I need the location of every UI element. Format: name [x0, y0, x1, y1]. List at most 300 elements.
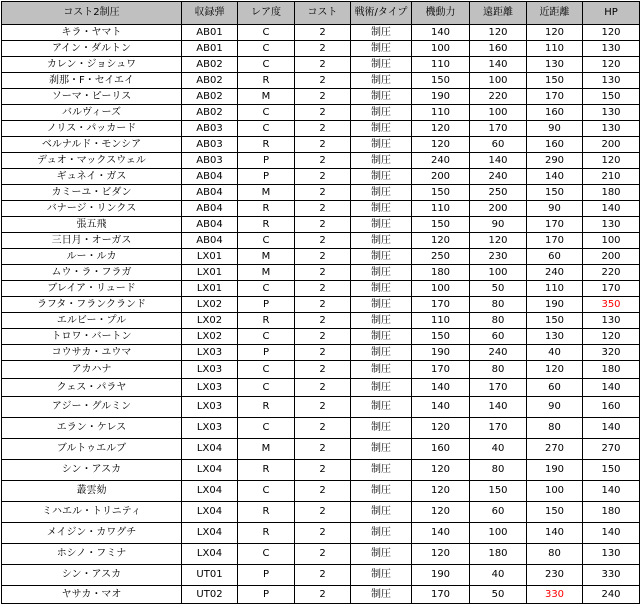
cell-ranged: 120: [470, 25, 527, 41]
cell-tactic: 制圧: [351, 544, 412, 565]
cell-hp: 200: [583, 137, 640, 153]
cell-rarity: C: [238, 105, 295, 121]
cell-set: LX04: [182, 544, 238, 565]
cell-ranged: 80: [470, 361, 527, 379]
header-ranged: 遠距離: [470, 2, 527, 25]
cell-tactic: 制圧: [351, 361, 412, 379]
cell-melee: 150: [527, 502, 583, 523]
cell-ranged: 200: [470, 201, 527, 217]
cell-set: LX03: [182, 397, 238, 418]
cell-name: ブレイア・リュード: [2, 281, 182, 297]
table-row: [2, 121, 640, 137]
cell-set: LX04: [182, 460, 238, 481]
cell-cost: 2: [295, 565, 351, 586]
cell-ranged: 240: [470, 169, 527, 185]
cell-name: エラン・ケレス: [2, 418, 182, 439]
header-cost: コスト: [295, 2, 351, 25]
cell-hp: 220: [583, 265, 640, 281]
cell-hp: 330: [583, 565, 640, 586]
cell-rarity: P: [238, 586, 295, 604]
cell-cost: 2: [295, 265, 351, 281]
cell-hp: 120: [583, 57, 640, 73]
cell-hp: 120: [583, 153, 640, 169]
header-row: [2, 2, 640, 25]
cell-cost: 2: [295, 544, 351, 565]
cell-tactic: 制圧: [351, 565, 412, 586]
cell-rarity: R: [238, 137, 295, 153]
table-row: [2, 153, 640, 169]
cell-cost: 2: [295, 217, 351, 233]
table-row: [2, 249, 640, 265]
cell-ranged: 100: [470, 105, 527, 121]
cell-tactic: 制圧: [351, 313, 412, 329]
cell-melee: 90: [527, 397, 583, 418]
cell-tactic: 制圧: [351, 89, 412, 105]
cell-hp: 130: [583, 41, 640, 57]
table-row: [2, 397, 640, 418]
cell-tactic: 制圧: [351, 379, 412, 397]
cell-melee: 140: [527, 523, 583, 544]
cell-rarity: R: [238, 460, 295, 481]
cell-rarity: R: [238, 73, 295, 89]
cell-ranged: 40: [470, 439, 527, 460]
cell-tactic: 制圧: [351, 460, 412, 481]
cell-mobility: 140: [412, 379, 470, 397]
cell-set: LX01: [182, 281, 238, 297]
cell-rarity: C: [238, 121, 295, 137]
unit-table: [1, 1, 640, 604]
table-row: [2, 523, 640, 544]
cell-mobility: 120: [412, 460, 470, 481]
header-rarity: レア度: [238, 2, 295, 25]
cell-mobility: 170: [412, 586, 470, 604]
cell-rarity: C: [238, 25, 295, 41]
cell-hp: 100: [583, 233, 640, 249]
cell-name: アジー・グルミン: [2, 397, 182, 418]
cell-set: LX02: [182, 297, 238, 313]
table-row: [2, 544, 640, 565]
table-row: [2, 481, 640, 502]
cell-set: AB03: [182, 137, 238, 153]
cell-tactic: 制圧: [351, 523, 412, 544]
cell-name: クェス・パラヤ: [2, 379, 182, 397]
cell-name: ノリス・パッカード: [2, 121, 182, 137]
cell-ranged: 50: [470, 281, 527, 297]
cell-rarity: C: [238, 233, 295, 249]
cell-set: AB04: [182, 169, 238, 185]
cell-name: カレン・ジョシュワ: [2, 57, 182, 73]
cell-melee: 160: [527, 137, 583, 153]
cell-mobility: 150: [412, 73, 470, 89]
cell-hp: 270: [583, 439, 640, 460]
table-row: [2, 89, 640, 105]
cell-tactic: 制圧: [351, 281, 412, 297]
cell-melee: 150: [527, 73, 583, 89]
cell-mobility: 150: [412, 185, 470, 201]
cell-rarity: M: [238, 249, 295, 265]
cell-ranged: 100: [470, 265, 527, 281]
cell-mobility: 140: [412, 523, 470, 544]
cell-ranged: 100: [470, 523, 527, 544]
cell-tactic: 制圧: [351, 57, 412, 73]
cell-melee: 190: [527, 460, 583, 481]
header-mobility: 機動力: [412, 2, 470, 25]
cell-ranged: 250: [470, 185, 527, 201]
cell-hp: 140: [583, 523, 640, 544]
cell-tactic: 制圧: [351, 41, 412, 57]
cell-rarity: R: [238, 502, 295, 523]
cell-hp: 160: [583, 397, 640, 418]
cell-name: バナージ・リンクス: [2, 201, 182, 217]
cell-tactic: 制圧: [351, 297, 412, 313]
table-row: [2, 57, 640, 73]
cell-tactic: 制圧: [351, 137, 412, 153]
cell-mobility: 120: [412, 121, 470, 137]
cell-hp: 180: [583, 185, 640, 201]
cell-hp: 150: [583, 89, 640, 105]
cell-cost: 2: [295, 397, 351, 418]
cell-tactic: 制圧: [351, 169, 412, 185]
cell-set: LX03: [182, 379, 238, 397]
cell-hp: 140: [583, 201, 640, 217]
cell-mobility: 170: [412, 361, 470, 379]
cell-set: LX02: [182, 329, 238, 345]
cell-set: UT01: [182, 565, 238, 586]
cell-set: UT02: [182, 586, 238, 604]
cell-set: AB03: [182, 121, 238, 137]
cell-name: シン・アスカ: [2, 460, 182, 481]
cell-cost: 2: [295, 89, 351, 105]
cell-cost: 2: [295, 233, 351, 249]
cell-mobility: 120: [412, 544, 470, 565]
cell-cost: 2: [295, 41, 351, 57]
cell-hp: 130: [583, 217, 640, 233]
cell-rarity: P: [238, 297, 295, 313]
cell-name: デュオ・マックスウェル: [2, 153, 182, 169]
cell-melee: 60: [527, 249, 583, 265]
cell-ranged: 40: [470, 565, 527, 586]
table-row: [2, 217, 640, 233]
cell-cost: 2: [295, 201, 351, 217]
table-row: [2, 73, 640, 89]
cell-melee: 230: [527, 565, 583, 586]
cell-ranged: 230: [470, 249, 527, 265]
cell-hp: 180: [583, 502, 640, 523]
cell-name: ベルナルド・モンシア: [2, 137, 182, 153]
cell-name: ムウ・ラ・フラガ: [2, 265, 182, 281]
cell-melee: 90: [527, 201, 583, 217]
cell-name: シン・アスカ: [2, 565, 182, 586]
cell-name: アイン・ダルトン: [2, 41, 182, 57]
cell-rarity: R: [238, 217, 295, 233]
cell-rarity: C: [238, 379, 295, 397]
cell-mobility: 140: [412, 25, 470, 41]
cell-ranged: 170: [470, 418, 527, 439]
table-row: [2, 379, 640, 397]
cell-cost: 2: [295, 361, 351, 379]
cell-cost: 2: [295, 153, 351, 169]
cell-ranged: 60: [470, 502, 527, 523]
header-tactic: 戦術/タイプ: [351, 2, 412, 25]
header-melee: 近距離: [527, 2, 583, 25]
cell-set: LX03: [182, 361, 238, 379]
cell-tactic: 制圧: [351, 439, 412, 460]
cell-hp: 320: [583, 345, 640, 361]
cell-name: ヤサカ・マオ: [2, 586, 182, 604]
cell-hp: 210: [583, 169, 640, 185]
cell-melee: 40: [527, 345, 583, 361]
cell-mobility: 110: [412, 105, 470, 121]
cell-melee: 270: [527, 439, 583, 460]
table-row: [2, 586, 640, 604]
cell-set: AB02: [182, 73, 238, 89]
cell-rarity: C: [238, 418, 295, 439]
cell-ranged: 180: [470, 544, 527, 565]
cell-set: AB03: [182, 153, 238, 169]
cell-melee: 110: [527, 281, 583, 297]
cell-ranged: 170: [470, 121, 527, 137]
cell-melee: 80: [527, 418, 583, 439]
cell-melee: 240: [527, 265, 583, 281]
cell-set: LX02: [182, 313, 238, 329]
cell-name: エルビー・プル: [2, 313, 182, 329]
cell-hp: 240: [583, 586, 640, 604]
cell-melee: 290: [527, 153, 583, 169]
cell-name: ブルトゥエルブ: [2, 439, 182, 460]
cell-set: LX03: [182, 345, 238, 361]
table-row: [2, 25, 640, 41]
table-row: [2, 329, 640, 345]
cell-hp: 120: [583, 25, 640, 41]
cell-rarity: C: [238, 41, 295, 57]
cell-mobility: 160: [412, 439, 470, 460]
cell-melee: 130: [527, 57, 583, 73]
cell-name: ミハエル・トリニティ: [2, 502, 182, 523]
cell-rarity: C: [238, 57, 295, 73]
cell-rarity: C: [238, 329, 295, 345]
table-row: [2, 201, 640, 217]
cell-tactic: 制圧: [351, 233, 412, 249]
cell-rarity: P: [238, 153, 295, 169]
cell-set: AB01: [182, 41, 238, 57]
cell-name: カミーユ・ビダン: [2, 185, 182, 201]
table-row: [2, 169, 640, 185]
cell-tactic: 制圧: [351, 586, 412, 604]
cell-melee: 130: [527, 329, 583, 345]
cell-mobility: 110: [412, 57, 470, 73]
cell-hp: 130: [583, 73, 640, 89]
cell-tactic: 制圧: [351, 249, 412, 265]
cell-rarity: R: [238, 397, 295, 418]
cell-mobility: 190: [412, 565, 470, 586]
cell-ranged: 80: [470, 297, 527, 313]
table-row: [2, 105, 640, 121]
cell-name: 三日月・オーガス: [2, 233, 182, 249]
cell-cost: 2: [295, 297, 351, 313]
cell-tactic: 制圧: [351, 265, 412, 281]
cell-name: トロワ・バートン: [2, 329, 182, 345]
cell-melee: 190: [527, 297, 583, 313]
cell-ranged: 170: [470, 379, 527, 397]
cell-rarity: C: [238, 361, 295, 379]
cell-set: AB02: [182, 57, 238, 73]
cell-ranged: 90: [470, 217, 527, 233]
cell-name: 叢雲劾: [2, 481, 182, 502]
cell-melee: 170: [527, 217, 583, 233]
cell-mobility: 120: [412, 418, 470, 439]
cell-set: AB04: [182, 233, 238, 249]
cell-cost: 2: [295, 345, 351, 361]
cell-name: 張五飛: [2, 217, 182, 233]
cell-cost: 2: [295, 137, 351, 153]
cell-ranged: 120: [470, 233, 527, 249]
cell-name: キラ・ヤマト: [2, 25, 182, 41]
cell-name: ラフタ・フランクランド: [2, 297, 182, 313]
cell-ranged: 160: [470, 41, 527, 57]
cell-mobility: 150: [412, 217, 470, 233]
table-row: [2, 265, 640, 281]
cell-melee: 110: [527, 41, 583, 57]
cell-set: AB02: [182, 105, 238, 121]
cell-mobility: 170: [412, 297, 470, 313]
cell-melee: 140: [527, 169, 583, 185]
cell-mobility: 110: [412, 313, 470, 329]
cell-cost: 2: [295, 73, 351, 89]
table-row: [2, 502, 640, 523]
cell-mobility: 150: [412, 329, 470, 345]
header-hp: HP: [583, 2, 640, 25]
table-row: [2, 460, 640, 481]
cell-mobility: 100: [412, 41, 470, 57]
cell-set: LX04: [182, 523, 238, 544]
cell-melee: 60: [527, 379, 583, 397]
cell-mobility: 190: [412, 89, 470, 105]
cell-mobility: 180: [412, 265, 470, 281]
cell-cost: 2: [295, 185, 351, 201]
cell-set: AB04: [182, 217, 238, 233]
cell-tactic: 制圧: [351, 502, 412, 523]
cell-hp: 200: [583, 249, 640, 265]
cell-cost: 2: [295, 379, 351, 397]
cell-rarity: P: [238, 565, 295, 586]
cell-name: 刹那・F・セイエイ: [2, 73, 182, 89]
header-name: コスト2制圧: [2, 2, 182, 25]
table-row: [2, 565, 640, 586]
cell-cost: 2: [295, 329, 351, 345]
cell-cost: 2: [295, 586, 351, 604]
cell-ranged: 150: [470, 481, 527, 502]
cell-ranged: 80: [470, 313, 527, 329]
cell-mobility: 120: [412, 502, 470, 523]
cell-tactic: 制圧: [351, 345, 412, 361]
cell-tactic: 制圧: [351, 121, 412, 137]
cell-tactic: 制圧: [351, 153, 412, 169]
cell-ranged: 50: [470, 586, 527, 604]
cell-cost: 2: [295, 249, 351, 265]
cell-cost: 2: [295, 281, 351, 297]
cell-mobility: 250: [412, 249, 470, 265]
cell-tactic: 制圧: [351, 481, 412, 502]
cell-cost: 2: [295, 57, 351, 73]
cell-name: コウサカ・ユウマ: [2, 345, 182, 361]
cell-rarity: C: [238, 481, 295, 502]
cell-melee: 150: [527, 313, 583, 329]
cell-cost: 2: [295, 523, 351, 544]
cell-mobility: 200: [412, 169, 470, 185]
cell-mobility: 110: [412, 201, 470, 217]
cell-name: ギュネイ・ガス: [2, 169, 182, 185]
cell-tactic: 制圧: [351, 25, 412, 41]
cell-tactic: 制圧: [351, 329, 412, 345]
table-row: [2, 361, 640, 379]
cell-rarity: M: [238, 89, 295, 105]
cell-hp: 120: [583, 329, 640, 345]
cell-set: LX03: [182, 418, 238, 439]
cell-name: ソーマ・ピーリス: [2, 89, 182, 105]
cell-ranged: 220: [470, 89, 527, 105]
cell-ranged: 140: [470, 57, 527, 73]
cell-set: LX04: [182, 481, 238, 502]
cell-tactic: 制圧: [351, 73, 412, 89]
cell-ranged: 60: [470, 329, 527, 345]
cell-rarity: C: [238, 281, 295, 297]
cell-name: アカハナ: [2, 361, 182, 379]
cell-rarity: M: [238, 185, 295, 201]
cell-hp: 150: [583, 460, 640, 481]
table-row: [2, 345, 640, 361]
cell-melee: 100: [527, 481, 583, 502]
cell-rarity: P: [238, 169, 295, 185]
cell-hp: 130: [583, 313, 640, 329]
cell-melee: 120: [527, 25, 583, 41]
cell-mobility: 190: [412, 345, 470, 361]
cell-cost: 2: [295, 439, 351, 460]
cell-ranged: 240: [470, 345, 527, 361]
cell-hp: 140: [583, 481, 640, 502]
table-body: [2, 25, 640, 604]
table-row: [2, 418, 640, 439]
cell-rarity: P: [238, 345, 295, 361]
cell-cost: 2: [295, 105, 351, 121]
table-row: [2, 41, 640, 57]
cell-set: LX04: [182, 439, 238, 460]
table-row: [2, 439, 640, 460]
cell-melee: 150: [527, 185, 583, 201]
cell-mobility: 100: [412, 281, 470, 297]
cell-set: LX04: [182, 502, 238, 523]
cell-tactic: 制圧: [351, 185, 412, 201]
cell-name: ホシノ・フミナ: [2, 544, 182, 565]
cell-rarity: M: [238, 439, 295, 460]
cell-cost: 2: [295, 502, 351, 523]
header-set: 収録弾: [182, 2, 238, 25]
cell-set: LX01: [182, 249, 238, 265]
table-row: [2, 233, 640, 249]
cell-hp: 130: [583, 121, 640, 137]
cell-ranged: 140: [470, 153, 527, 169]
table-row: [2, 137, 640, 153]
cell-hp: 140: [583, 379, 640, 397]
cell-melee: 120: [527, 361, 583, 379]
cell-cost: 2: [295, 418, 351, 439]
cell-ranged: 80: [470, 460, 527, 481]
table-row: [2, 313, 640, 329]
table-row: [2, 281, 640, 297]
cell-rarity: R: [238, 313, 295, 329]
cell-hp: 130: [583, 105, 640, 121]
cell-set: AB04: [182, 201, 238, 217]
cell-tactic: 制圧: [351, 201, 412, 217]
